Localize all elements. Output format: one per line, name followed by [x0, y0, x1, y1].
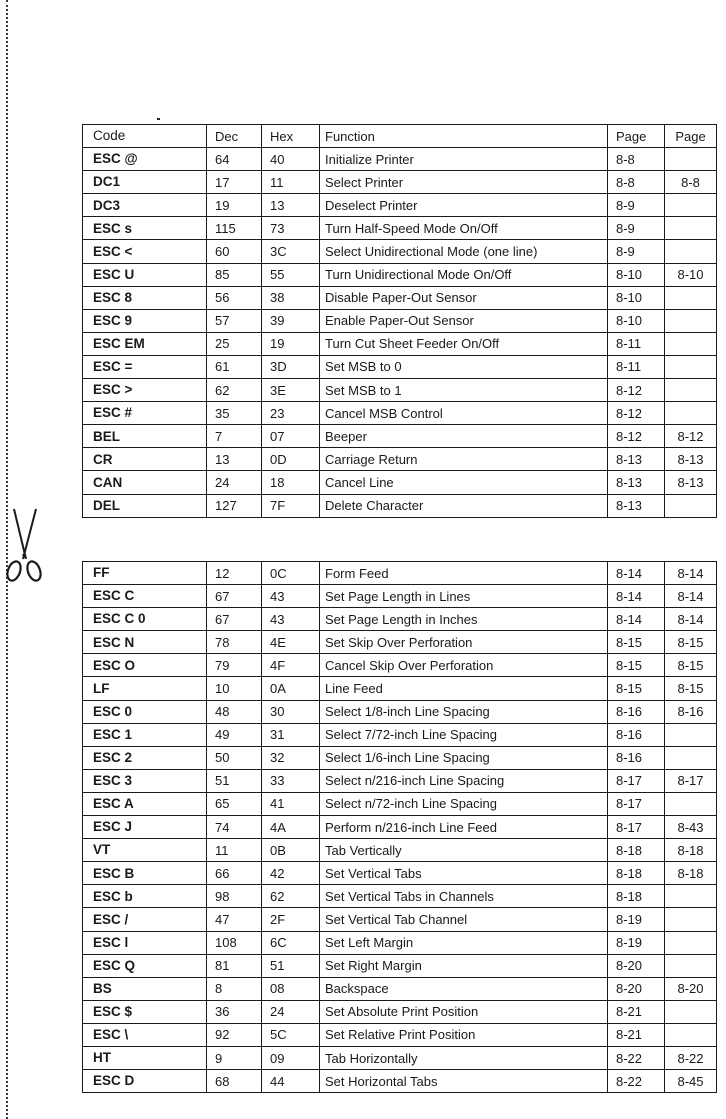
dec-cell: 10: [207, 677, 262, 700]
table-row: [83, 700, 717, 723]
table-row: [83, 839, 717, 862]
function-cell: Deselect Printer: [320, 194, 608, 217]
function-cell: Set MSB to 0: [320, 355, 608, 378]
hex-cell: 30: [262, 700, 320, 723]
dec-cell: 19: [207, 194, 262, 217]
page-2-cell: 8-15: [665, 677, 717, 700]
function-cell: Select 1/6-inch Line Spacing: [320, 746, 608, 769]
dec-cell: 98: [207, 885, 262, 908]
scissors-icon: [2, 505, 46, 583]
table-row: [83, 494, 717, 517]
table-row: [83, 448, 717, 471]
function-cell: Cancel Line: [320, 471, 608, 494]
function-cell: Set Right Margin: [320, 954, 608, 977]
page-2-cell: 8-8: [665, 171, 717, 194]
table-row: [83, 862, 717, 885]
function-cell: Tab Vertically: [320, 839, 608, 862]
table-row: [83, 379, 717, 402]
page-cell: 8-15: [608, 677, 665, 700]
page-cell: 8-16: [608, 746, 665, 769]
page-cell: 8-12: [608, 379, 665, 402]
dec-cell: 108: [207, 931, 262, 954]
hex-cell: 24: [262, 1000, 320, 1023]
code-cell: DEL: [83, 494, 207, 517]
code-cell: LF: [83, 677, 207, 700]
table-row: [83, 769, 717, 792]
page-2-cell: 8-18: [665, 862, 717, 885]
page-2-cell: [665, 954, 717, 977]
code-cell: VT: [83, 839, 207, 862]
code-cell: ESC D: [83, 1070, 207, 1093]
control-codes-table-printer: [82, 124, 717, 518]
dec-cell: 9: [207, 1046, 262, 1069]
header-page-2: Page: [665, 125, 717, 148]
page-cell: 8-9: [608, 217, 665, 240]
dec-cell: 56: [207, 286, 262, 309]
header-code: Code: [83, 125, 207, 148]
code-cell: ESC #: [83, 402, 207, 425]
hex-cell: 42: [262, 862, 320, 885]
hex-cell: 0C: [262, 562, 320, 585]
code-cell: ESC b: [83, 885, 207, 908]
page-cell: 8-18: [608, 839, 665, 862]
code-cell: BEL: [83, 425, 207, 448]
code-cell: ESC 9: [83, 309, 207, 332]
page-cell: 8-14: [608, 562, 665, 585]
page-cell: 8-15: [608, 631, 665, 654]
table-row: [83, 977, 717, 1000]
code-cell: ESC 8: [83, 286, 207, 309]
page-cell: 8-9: [608, 194, 665, 217]
page-cell: 8-20: [608, 954, 665, 977]
dec-cell: 36: [207, 1000, 262, 1023]
function-cell: Initialize Printer: [320, 148, 608, 171]
hex-cell: 3D: [262, 355, 320, 378]
page-2-cell: 8-20: [665, 977, 717, 1000]
function-cell: Set Vertical Tabs: [320, 862, 608, 885]
dec-cell: 51: [207, 769, 262, 792]
table-row: [83, 954, 717, 977]
table-row: [83, 908, 717, 931]
dec-cell: 11: [207, 839, 262, 862]
page-cell: 8-12: [608, 425, 665, 448]
function-cell: Carriage Return: [320, 448, 608, 471]
code-cell: CAN: [83, 471, 207, 494]
table-row: [83, 816, 717, 839]
page-2-cell: [665, 1023, 717, 1046]
table-row: [83, 885, 717, 908]
page-2-cell: 8-18: [665, 839, 717, 862]
function-cell: Backspace: [320, 977, 608, 1000]
page-2-cell: [665, 885, 717, 908]
hex-cell: 13: [262, 194, 320, 217]
code-cell: DC1: [83, 171, 207, 194]
page-2-cell: [665, 332, 717, 355]
dec-cell: 35: [207, 402, 262, 425]
page-2-cell: [665, 723, 717, 746]
page-2-cell: [665, 402, 717, 425]
code-cell: ESC $: [83, 1000, 207, 1023]
table-header-row: [83, 125, 717, 148]
function-cell: Line Feed: [320, 677, 608, 700]
table-row: [83, 194, 717, 217]
code-cell: ESC \: [83, 1023, 207, 1046]
table-row: [83, 332, 717, 355]
page-cell: 8-16: [608, 723, 665, 746]
page-2-cell: [665, 792, 717, 815]
page-cell: 8-10: [608, 286, 665, 309]
table-row: [83, 148, 717, 171]
function-cell: Set MSB to 1: [320, 379, 608, 402]
dec-cell: 65: [207, 792, 262, 815]
page-cell: 8-10: [608, 263, 665, 286]
function-cell: Select 1/8-inch Line Spacing: [320, 700, 608, 723]
dec-cell: 127: [207, 494, 262, 517]
page-cell: 8-10: [608, 309, 665, 332]
page-2-cell: [665, 931, 717, 954]
function-cell: Set Horizontal Tabs: [320, 1070, 608, 1093]
hex-cell: 11: [262, 171, 320, 194]
code-cell: ESC <: [83, 240, 207, 263]
page-2-cell: [665, 746, 717, 769]
header-hex: Hex: [262, 125, 320, 148]
page-2-cell: [665, 148, 717, 171]
page-cell: 8-20: [608, 977, 665, 1000]
dec-cell: 50: [207, 746, 262, 769]
dec-cell: 57: [207, 309, 262, 332]
table-row: [83, 792, 717, 815]
function-cell: Enable Paper-Out Sensor: [320, 309, 608, 332]
page-2-cell: 8-15: [665, 631, 717, 654]
function-cell: Delete Character: [320, 494, 608, 517]
code-cell: ESC C: [83, 585, 207, 608]
dec-cell: 24: [207, 471, 262, 494]
header-dec: Dec: [207, 125, 262, 148]
dec-cell: 85: [207, 263, 262, 286]
page-cell: 8-13: [608, 448, 665, 471]
hex-cell: 31: [262, 723, 320, 746]
page-2-cell: [665, 309, 717, 332]
table-row: [83, 585, 717, 608]
table-row: [83, 677, 717, 700]
page-2-cell: [665, 1000, 717, 1023]
hex-cell: 0B: [262, 839, 320, 862]
page-2-cell: 8-13: [665, 448, 717, 471]
page-2-cell: 8-45: [665, 1070, 717, 1093]
code-cell: ESC 3: [83, 769, 207, 792]
page-cell: 8-17: [608, 816, 665, 839]
page-2-cell: [665, 286, 717, 309]
header-page: Page: [608, 125, 665, 148]
page-cell: 8-14: [608, 608, 665, 631]
table-row: [83, 425, 717, 448]
dec-cell: 66: [207, 862, 262, 885]
code-cell: ESC /: [83, 908, 207, 931]
function-cell: Set Vertical Tabs in Channels: [320, 885, 608, 908]
dec-cell: 61: [207, 355, 262, 378]
function-cell: Set Page Length in Lines: [320, 585, 608, 608]
code-cell: ESC 1: [83, 723, 207, 746]
hex-cell: 0A: [262, 677, 320, 700]
dec-cell: 48: [207, 700, 262, 723]
page-cell: 8-18: [608, 862, 665, 885]
table-row: [83, 355, 717, 378]
function-cell: Tab Horizontally: [320, 1046, 608, 1069]
code-cell: ESC EM: [83, 332, 207, 355]
hex-cell: 7F: [262, 494, 320, 517]
table-row: [83, 286, 717, 309]
function-cell: Select n/216-inch Line Spacing: [320, 769, 608, 792]
hex-cell: 5C: [262, 1023, 320, 1046]
hex-cell: 73: [262, 217, 320, 240]
page-cell: 8-13: [608, 471, 665, 494]
hex-cell: 0D: [262, 448, 320, 471]
page-2-cell: 8-12: [665, 425, 717, 448]
page-2-cell: 8-14: [665, 562, 717, 585]
dec-cell: 74: [207, 816, 262, 839]
hex-cell: 07: [262, 425, 320, 448]
page-2-cell: 8-13: [665, 471, 717, 494]
function-cell: Turn Unidirectional Mode On/Off: [320, 263, 608, 286]
table-row: [83, 562, 717, 585]
hex-cell: 41: [262, 792, 320, 815]
dec-cell: 47: [207, 908, 262, 931]
function-cell: Cancel Skip Over Perforation: [320, 654, 608, 677]
dec-cell: 17: [207, 171, 262, 194]
dec-cell: 68: [207, 1070, 262, 1093]
dec-cell: 8: [207, 977, 262, 1000]
code-cell: BS: [83, 977, 207, 1000]
code-cell: ESC U: [83, 263, 207, 286]
code-cell: ESC B: [83, 862, 207, 885]
dec-cell: 62: [207, 379, 262, 402]
page-2-cell: 8-14: [665, 585, 717, 608]
table-row: [83, 631, 717, 654]
page-2-cell: [665, 217, 717, 240]
function-cell: Turn Half-Speed Mode On/Off: [320, 217, 608, 240]
hex-cell: 6C: [262, 931, 320, 954]
hex-cell: 3C: [262, 240, 320, 263]
hex-cell: 43: [262, 608, 320, 631]
page-cell: 8-16: [608, 700, 665, 723]
table-row: [83, 654, 717, 677]
page-cell: 8-18: [608, 885, 665, 908]
page-cell: 8-12: [608, 402, 665, 425]
function-cell: Select n/72-inch Line Spacing: [320, 792, 608, 815]
page-cell: 8-8: [608, 171, 665, 194]
page-cell: 8-19: [608, 931, 665, 954]
page-2-cell: 8-16: [665, 700, 717, 723]
control-codes-table-paper: [82, 561, 717, 1093]
code-cell: ESC A: [83, 792, 207, 815]
dec-cell: 13: [207, 448, 262, 471]
hex-cell: 08: [262, 977, 320, 1000]
function-cell: Form Feed: [320, 562, 608, 585]
dec-cell: 49: [207, 723, 262, 746]
dec-cell: 60: [207, 240, 262, 263]
table-row: [83, 171, 717, 194]
page-cell: 8-21: [608, 1000, 665, 1023]
code-cell: HT: [83, 1046, 207, 1069]
function-cell: Set Left Margin: [320, 931, 608, 954]
function-cell: Disable Paper-Out Sensor: [320, 286, 608, 309]
hex-cell: 2F: [262, 908, 320, 931]
hex-cell: 23: [262, 402, 320, 425]
code-cell: ESC 0: [83, 700, 207, 723]
page-cell: 8-22: [608, 1070, 665, 1093]
table-row: [83, 263, 717, 286]
hex-cell: 32: [262, 746, 320, 769]
dec-cell: 79: [207, 654, 262, 677]
page-cell: 8-15: [608, 654, 665, 677]
page-cell: 8-17: [608, 769, 665, 792]
function-cell: Set Vertical Tab Channel: [320, 908, 608, 931]
function-cell: Select 7/72-inch Line Spacing: [320, 723, 608, 746]
page-cell: 8-8: [608, 148, 665, 171]
code-cell: FF: [83, 562, 207, 585]
page-cell: 8-9: [608, 240, 665, 263]
dec-cell: 67: [207, 608, 262, 631]
hex-cell: 18: [262, 471, 320, 494]
table-row: [83, 1023, 717, 1046]
code-cell: DC3: [83, 194, 207, 217]
page-2-cell: 8-17: [665, 769, 717, 792]
function-cell: Set Absolute Print Position: [320, 1000, 608, 1023]
page-cell: 8-11: [608, 332, 665, 355]
table-row: [83, 746, 717, 769]
page-2-cell: 8-43: [665, 816, 717, 839]
page-2-cell: [665, 194, 717, 217]
hex-cell: 09: [262, 1046, 320, 1069]
table-row: [83, 931, 717, 954]
code-cell: CR: [83, 448, 207, 471]
function-cell: Perform n/216-inch Line Feed: [320, 816, 608, 839]
page-cell: 8-13: [608, 494, 665, 517]
code-cell: ESC =: [83, 355, 207, 378]
page-cell: 8-21: [608, 1023, 665, 1046]
page-2-cell: 8-15: [665, 654, 717, 677]
page-2-cell: [665, 494, 717, 517]
hex-cell: 55: [262, 263, 320, 286]
table-row: [83, 723, 717, 746]
function-cell: Select Unidirectional Mode (one line): [320, 240, 608, 263]
code-cell: ESC >: [83, 379, 207, 402]
page-2-cell: 8-14: [665, 608, 717, 631]
dec-cell: 25: [207, 332, 262, 355]
dec-cell: 12: [207, 562, 262, 585]
code-cell: ESC N: [83, 631, 207, 654]
dec-cell: 115: [207, 217, 262, 240]
hex-cell: 4E: [262, 631, 320, 654]
dec-cell: 78: [207, 631, 262, 654]
page-2-cell: 8-10: [665, 263, 717, 286]
hex-cell: 19: [262, 332, 320, 355]
dec-cell: 92: [207, 1023, 262, 1046]
function-cell: Set Skip Over Perforation: [320, 631, 608, 654]
dec-cell: 7: [207, 425, 262, 448]
stray-mark: [157, 118, 160, 120]
hex-cell: 4F: [262, 654, 320, 677]
hex-cell: 3E: [262, 379, 320, 402]
function-cell: Beeper: [320, 425, 608, 448]
header-function: Function: [320, 125, 608, 148]
function-cell: Select Printer: [320, 171, 608, 194]
code-cell: ESC 2: [83, 746, 207, 769]
page-2-cell: [665, 240, 717, 263]
function-cell: Set Page Length in Inches: [320, 608, 608, 631]
table-row: [83, 217, 717, 240]
table-row: [83, 608, 717, 631]
hex-cell: 33: [262, 769, 320, 792]
page-cell: 8-11: [608, 355, 665, 378]
table-row: [83, 402, 717, 425]
hex-cell: 38: [262, 286, 320, 309]
hex-cell: 62: [262, 885, 320, 908]
table-row: [83, 471, 717, 494]
page-2-cell: 8-22: [665, 1046, 717, 1069]
hex-cell: 40: [262, 148, 320, 171]
hex-cell: 43: [262, 585, 320, 608]
function-cell: Turn Cut Sheet Feeder On/Off: [320, 332, 608, 355]
table-row: [83, 1000, 717, 1023]
code-cell: ESC Q: [83, 954, 207, 977]
dec-cell: 81: [207, 954, 262, 977]
page-cell: 8-17: [608, 792, 665, 815]
hex-cell: 4A: [262, 816, 320, 839]
page-2-cell: [665, 355, 717, 378]
function-cell: Set Relative Print Position: [320, 1023, 608, 1046]
code-cell: ESC C 0: [83, 608, 207, 631]
hex-cell: 51: [262, 954, 320, 977]
table-row: [83, 309, 717, 332]
code-cell: ESC O: [83, 654, 207, 677]
table-row: [83, 1046, 717, 1069]
hex-cell: 44: [262, 1070, 320, 1093]
code-cell: ESC J: [83, 816, 207, 839]
page-cell: 8-14: [608, 585, 665, 608]
page-cell: 8-19: [608, 908, 665, 931]
page-cell: 8-22: [608, 1046, 665, 1069]
dec-cell: 67: [207, 585, 262, 608]
code-cell: ESC @: [83, 148, 207, 171]
code-cell: ESC s: [83, 217, 207, 240]
dec-cell: 64: [207, 148, 262, 171]
function-cell: Cancel MSB Control: [320, 402, 608, 425]
table-row: [83, 1070, 717, 1093]
hex-cell: 39: [262, 309, 320, 332]
page-2-cell: [665, 379, 717, 402]
code-cell: ESC l: [83, 931, 207, 954]
page-2-cell: [665, 908, 717, 931]
table-row: [83, 240, 717, 263]
